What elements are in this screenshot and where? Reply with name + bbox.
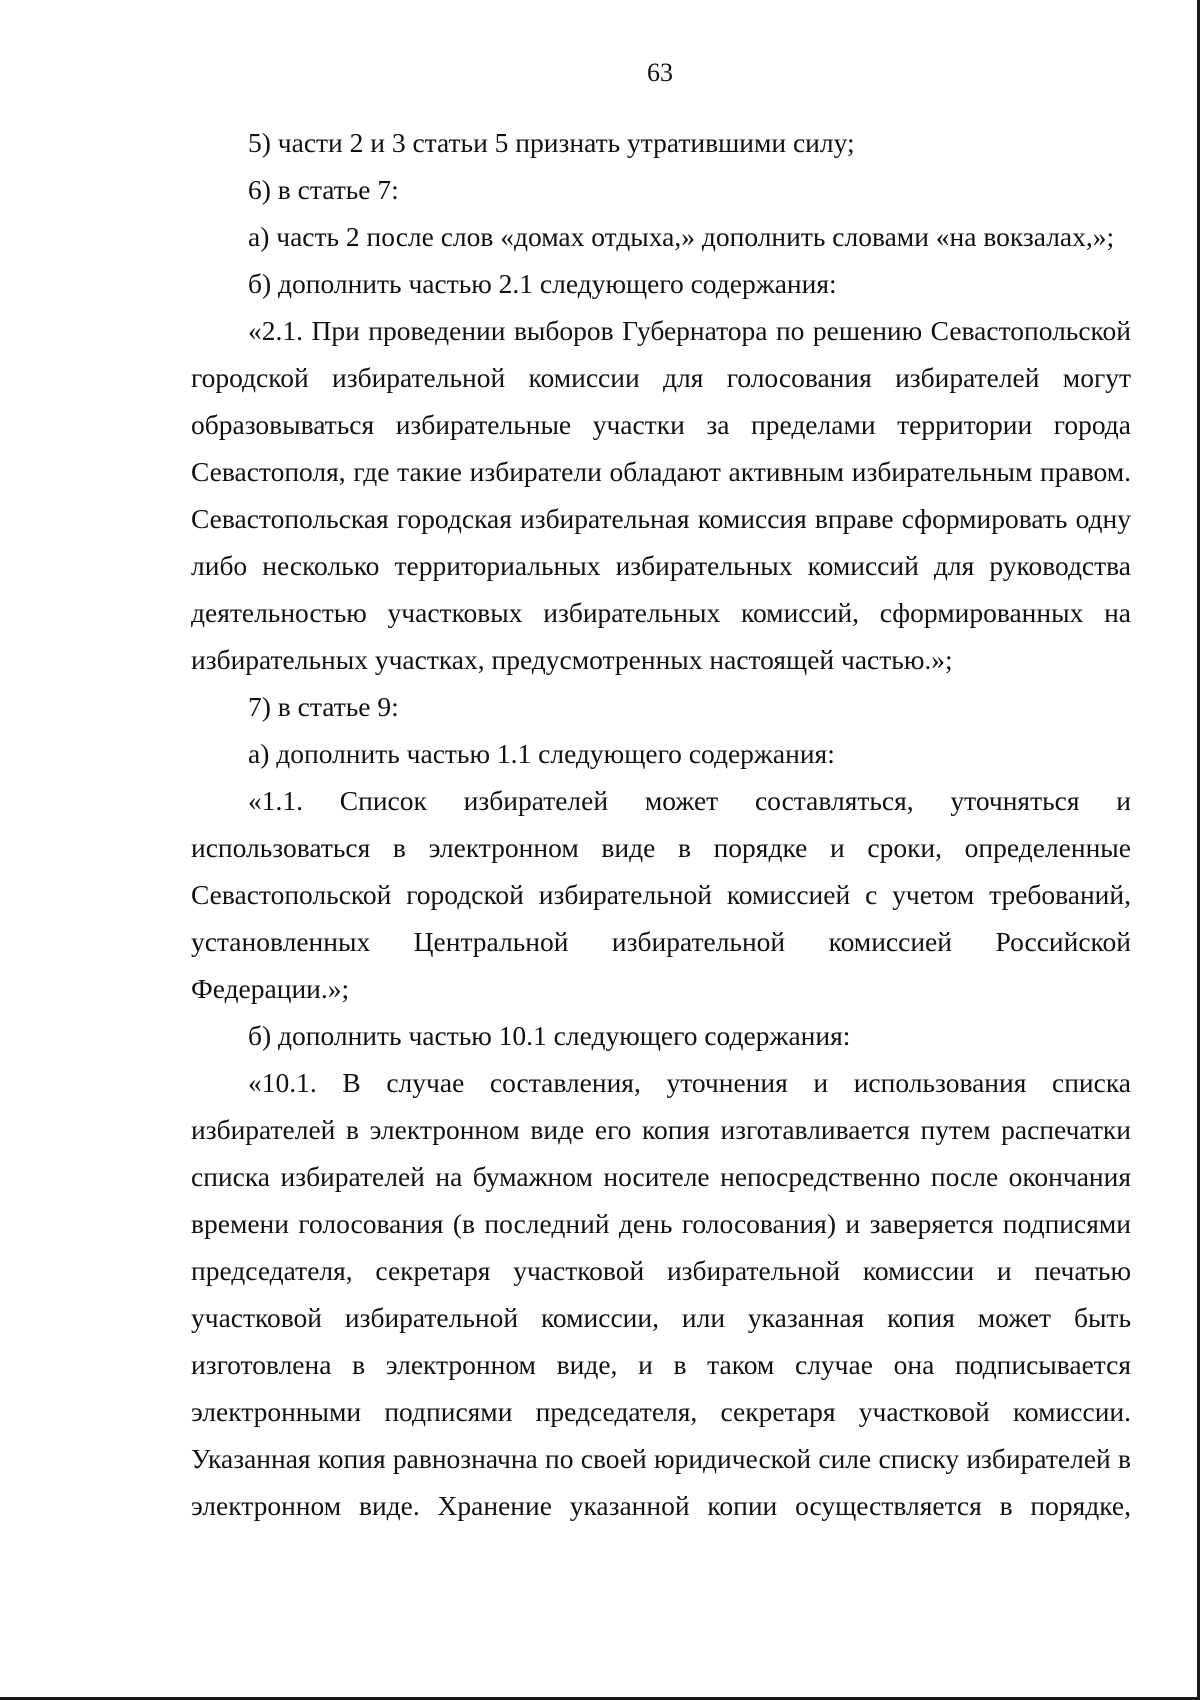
- paragraph-part-1-1: «1.1. Список избирателей может составляться, уточняться и использоваться в электронном виде в порядке и сроки, определенные Севастопольской городской избирательной комиссией с учетом требований, установленных Центральной избирательной комиссией Российской Федерации.»;: [191, 785, 1131, 1004]
- paragraph-item-6b: б) дополнить частью 2.1 следующего содержания:: [248, 268, 837, 299]
- paragraph-item-7b: б) дополнить частью 10.1 следующего содержания:: [248, 1020, 851, 1051]
- paragraph-item-7a: а) дополнить частью 1.1 следующего содержания:: [248, 738, 835, 769]
- paragraph-item-6: 6) в статье 7:: [248, 174, 399, 205]
- page-number: 63: [647, 58, 673, 87]
- paragraph-item-7: 7) в статье 9:: [248, 691, 399, 722]
- paragraph-item-6a: а) часть 2 после слов «домах отдыха,» дополнить словами «на вокзалах,»;: [248, 221, 1115, 252]
- paragraph-part-2-1: «2.1. При проведении выборов Губернатора по решению Севастопольской городской избирательной комиссии для голосования избирателей могут образовываться избирательные участки за пределами территории города Севастополя, где такие избиратели обладают активным избирательным правом. Севастопольская городская избирательная комиссия вправе сформировать одну либо несколько территориальных избирательных комиссий для руководства деятельностью участковых избирательных комиссий, сформированных на избирательных участках, предусмотренных настоящей частью.»;: [191, 315, 1131, 675]
- paragraph-part-10-1: «10.1. В случае составления, уточнения и использования списка избирателей в электронном виде его копия изготавливается путем распечатки списка избирателей на бумажном носителе непосредственно после окончания времени голосования (в последний день голосования) и заверяется подписями председателя, секретаря участковой избирательной комиссии и печатью участковой избирательной комиссии, или указанная копия может быть изготовлена в электронном виде, и в таком случае она подписывается электронными подписями председателя, секретаря участковой комиссии. Указанная копия равнозначна по своей юридической силе списку избирателей в электронном виде. Хранение указанной копии осуществляется в порядке,: [191, 1067, 1131, 1521]
- document-body: [191, 119, 1131, 1529]
- paragraph-item-5: 5) части 2 и 3 статьи 5 признать утратившими силу;: [248, 127, 855, 158]
